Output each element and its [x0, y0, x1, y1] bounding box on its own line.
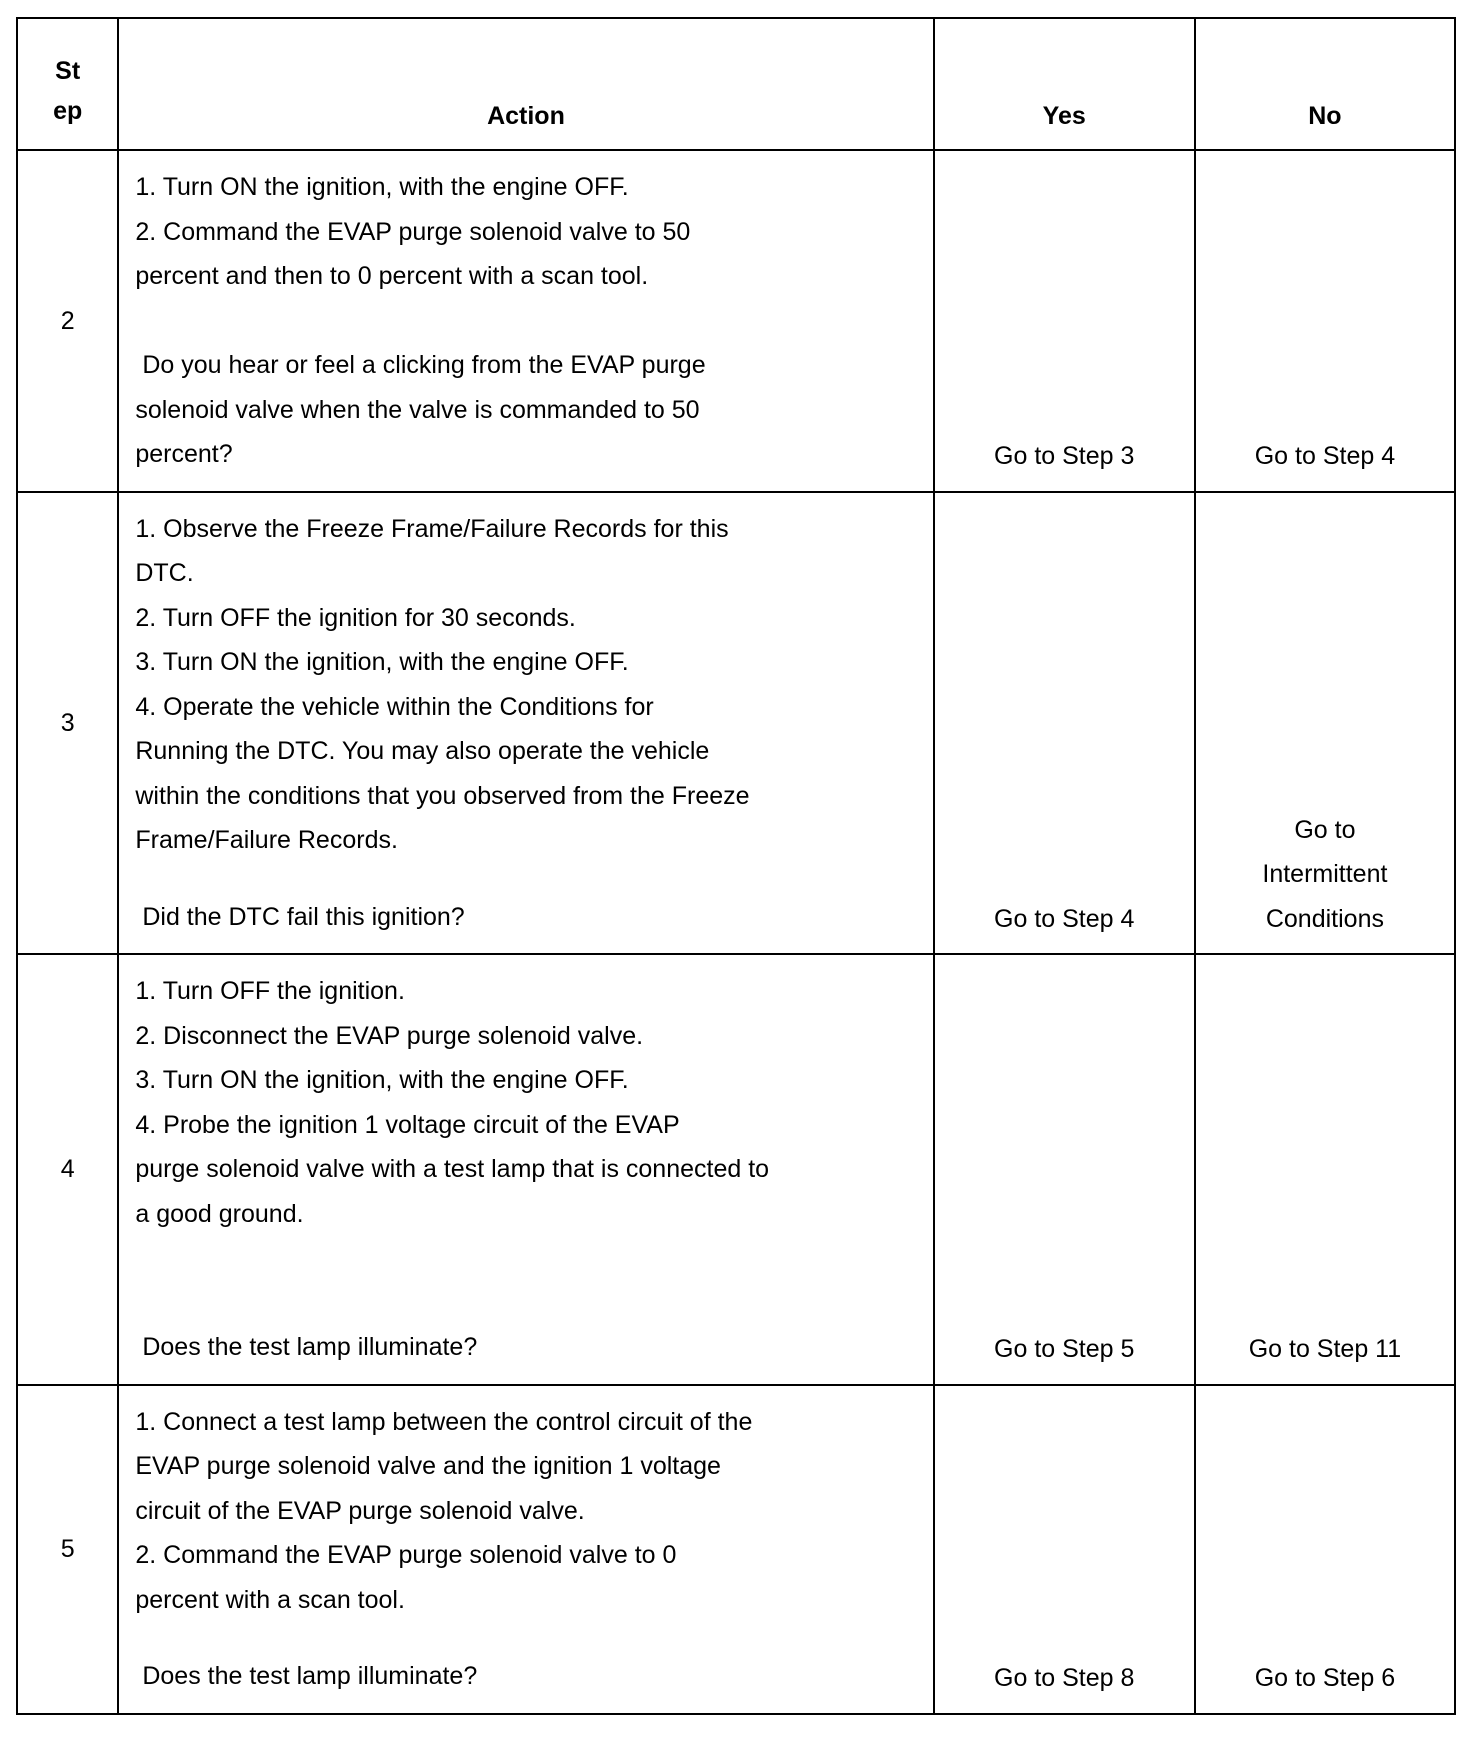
action-line: percent and then to 0 percent with a scan tool. — [135, 262, 649, 290]
action-cell — [118, 954, 933, 1385]
diagnostic-table — [16, 17, 1456, 1715]
action-line: DTC. — [135, 559, 194, 587]
action-line: purge solenoid valve with a test lamp that is connected to — [135, 1155, 770, 1183]
action-cell — [118, 1385, 933, 1714]
yes-cell: Go to Step 4 — [934, 492, 1195, 955]
question-line: Did the DTC fail this ignition? — [142, 902, 465, 931]
table-header-row — [17, 18, 1455, 150]
header-step-line1: St — [55, 57, 81, 85]
no-line: Conditions — [1265, 904, 1384, 933]
yes-cell: Go to Step 3 — [934, 150, 1195, 492]
question-line: Does the test lamp illuminate? — [142, 1333, 478, 1361]
action-line: 2. Command the EVAP purge solenoid valve to 0 — [135, 1541, 677, 1569]
action-line: Running the DTC. You may also operate the vehicle — [135, 737, 710, 765]
action-line: 1. Connect a test lamp between the control circuit of the — [135, 1407, 753, 1436]
action-line: 2. Turn OFF the ignition for 30 seconds. — [135, 603, 576, 632]
action-line: 2. Command the EVAP purge solenoid valve to 50 — [135, 217, 691, 246]
step-number: 2 — [17, 150, 118, 492]
action-line: 2. Disconnect the EVAP purge solenoid valve. — [135, 1021, 644, 1050]
step-number: 5 — [17, 1385, 118, 1714]
yes-cell: Go to Step 8 — [934, 1385, 1195, 1714]
no-line: Intermittent — [1262, 860, 1388, 888]
header-action: Action — [118, 18, 933, 150]
action-line: 4. Operate the vehicle within the Conditions for — [135, 692, 654, 721]
no-cell: Go to Step 6 — [1195, 1385, 1455, 1714]
action-line: Frame/Failure Records. — [135, 826, 398, 854]
action-line: percent with a scan tool. — [135, 1585, 405, 1614]
action-line: a good ground. — [135, 1199, 304, 1228]
table-row — [17, 150, 1455, 492]
step-number: 4 — [17, 954, 118, 1385]
question-line: Do you hear or feel a clicking from the EVAP purge — [142, 351, 706, 379]
no-cell: Go to Step 11 — [1195, 954, 1455, 1385]
no-cell — [1195, 492, 1455, 955]
action-line: 3. Turn ON the ignition, with the engine OFF. — [135, 648, 629, 676]
step-number: 3 — [17, 492, 118, 955]
header-yes: Yes — [934, 18, 1195, 150]
question-line: solenoid valve when the valve is commanded to 50 — [135, 395, 700, 424]
action-line: 3. Turn ON the ignition, with the engine OFF. — [135, 1066, 629, 1094]
action-line: circuit of the EVAP purge solenoid valve. — [135, 1496, 585, 1525]
question-line: Does the test lamp illuminate? — [142, 1662, 478, 1690]
table-row — [17, 954, 1455, 1385]
header-no: No — [1195, 18, 1455, 150]
no-cell: Go to Step 4 — [1195, 150, 1455, 492]
action-line: EVAP purge solenoid valve and the ignition 1 voltage — [135, 1452, 721, 1480]
header-step — [17, 18, 118, 150]
action-line: 1. Turn OFF the ignition. — [135, 977, 405, 1005]
table-row — [17, 492, 1455, 955]
action-line: 1. Turn ON the ignition, with the engine OFF. — [135, 173, 629, 201]
table-row — [17, 1385, 1455, 1714]
action-line: 4. Probe the ignition 1 voltage circuit of the EVAP — [135, 1110, 680, 1139]
action-cell — [118, 492, 933, 955]
question-line: percent? — [135, 440, 233, 468]
yes-cell: Go to Step 5 — [934, 954, 1195, 1385]
action-line: 1. Observe the Freeze Frame/Failure Records for this — [135, 514, 729, 543]
action-cell — [118, 150, 933, 492]
action-line: within the conditions that you observed from the Freeze — [135, 781, 750, 810]
header-step-line2: ep — [53, 97, 83, 125]
no-line: Go to — [1294, 815, 1356, 844]
